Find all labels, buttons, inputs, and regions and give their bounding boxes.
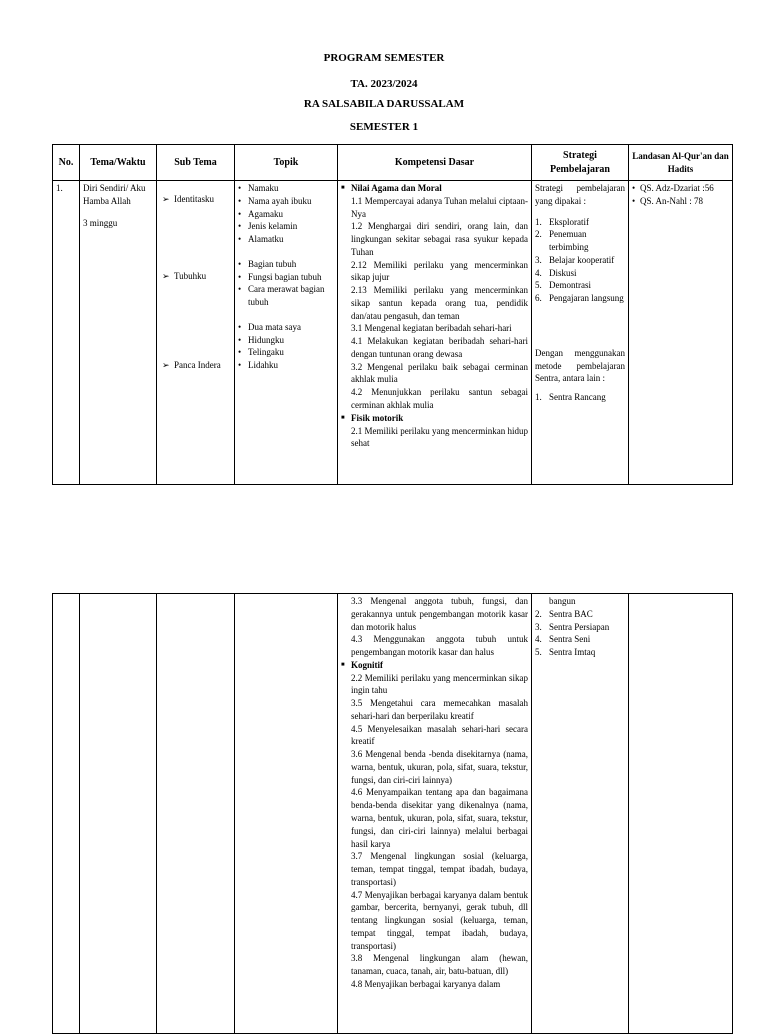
topik-empty — [235, 594, 338, 1034]
kd-item: 2.1 Memiliki perilaku yang mencerminkan hidup sehat — [351, 425, 528, 449]
kd-item: 3.7 Mengenal lingkungan sosial (keluarga, teman, tempat tinggal, tempat ibadah, budaya, transportasi) — [351, 851, 528, 887]
strategi-cell — [532, 181, 629, 485]
landasan-item: • QS. An-Nahl : 78 — [632, 195, 729, 208]
table-row — [53, 594, 733, 1034]
subtema-item: ➢ Tubuhku — [160, 270, 231, 283]
topik-item: • Jenis kelamin — [238, 220, 334, 233]
sentra-item: 2. Sentra BAC — [535, 608, 593, 619]
kd-item: 2.12 Memiliki perilaku yang mencerminkan sikap jujur — [351, 259, 528, 283]
strategi-item: 3. Belajar kooperatif — [535, 254, 615, 265]
sentra-item: 4. Sentra Seni — [535, 634, 591, 645]
kd-item: 4.5 Menyelesaikan masalah sehari-hari secara kreatif — [351, 723, 528, 747]
landasan-empty — [629, 594, 733, 1034]
waktu-text: 3 minggu — [83, 217, 118, 228]
program-table-page-2 — [52, 593, 733, 1034]
kd-item: 1.2 Menghargai diri sendiri, orang lain, dan lingkungan sekitar sebagai rasa syukur kepada Tuhan — [351, 221, 528, 257]
kd-heading: ■ Nilai Agama dan Moral — [341, 182, 528, 195]
kd-heading: ■ Fisik motorik — [341, 412, 528, 425]
doc-title: PROGRAM SEMESTER — [323, 52, 445, 64]
col-tema: Tema/Waktu — [80, 145, 157, 181]
subtema-cell — [157, 181, 235, 485]
strategi-intro: Strategi pembelajaran yang dipakai : — [535, 183, 625, 206]
landasan-item: • QS. Adz-Dzariat :56 — [632, 182, 729, 195]
kd-item: 3.5 Mengetahui cara memecahkan masalah sehari-hari dan berperilaku kreatif — [351, 698, 528, 721]
col-no: No. — [53, 145, 80, 181]
topik-item: • Alamatku — [238, 233, 334, 246]
kd-item: 2.13 Memiliki perilaku yang mencerminkan sikap santun kepada orang tua, pendidik dan/atau pengasuh, dan teman — [351, 285, 528, 321]
row-number: 1. — [53, 181, 80, 485]
strategi-item: 6. Pengajaran langsung — [535, 293, 624, 304]
topik-item: • Nama ayah ibuku — [238, 195, 334, 208]
topik-item: • Cara merawat bagian tubuh — [238, 283, 334, 309]
topik-item: • Agamaku — [238, 208, 334, 221]
col-subtema: Sub Tema — [157, 145, 235, 181]
col-kompetensi: Kompetensi Dasar — [338, 145, 532, 181]
kd-heading: ■ Kognitif — [341, 659, 528, 672]
kd-item: 3.2 Mengenal perilaku baik sebagai cerminan akhlak mulia — [351, 361, 528, 385]
school-name: RA SALSABILA DARUSSALAM — [303, 98, 465, 110]
strategi-item: 2. Penemuan terbimbing — [535, 229, 589, 253]
strategi-item: 5. Demontrasi — [535, 280, 591, 291]
kd-item: 4.6 Menyampaikan tentang apa dan bagaimana benda-benda disekitar yang dikenalnya (nama, warna, bentuk, ukuran, pola, sifat, suara, tekstur, fungsi, dan ciri-ciri lainnya) melalui berbagai hasil karya — [351, 787, 528, 849]
kd-item: 4.3 Menggunakan anggota tubuh untuk pengembangan motorik kasar dan halus — [351, 634, 528, 658]
table-row — [53, 181, 733, 485]
program-table-page-1 — [52, 144, 733, 485]
topik-item: • Dua mata saya — [238, 321, 334, 334]
topik-item: • Telingaku — [238, 346, 334, 359]
sentra-item: 3. Sentra Persiapan — [535, 621, 610, 632]
sentra-cont: bangun — [549, 596, 576, 606]
kd-item: 4.2 Menunjukkan perilaku santun sebagai cerminan akhlak mulia — [351, 387, 528, 411]
kd-item: 4.1 Melakukan kegiatan beribadah sehari-hari dengan tuntunan orang dewasa — [351, 336, 528, 359]
kd-item: 1.1 Mempercayai adanya Tuhan melalui ciptaan-Nya — [351, 195, 528, 219]
strategi-item: 1. Eksploratif — [535, 216, 589, 227]
kd-item: 3.6 Mengenal benda -benda disekitarnya (nama, warna, bentuk, ukuran, pola, sifat, suara, tekstur, fungsi, dan ciri-ciri lainnya) — [351, 749, 528, 785]
topik-cell — [235, 181, 338, 485]
topik-item: • Hidungku — [238, 334, 334, 347]
kd-item: 4.8 Menyajikan berbagai karyanya dalam — [351, 978, 501, 989]
tema-text: Diri Sendiri/ Aku Hamba Allah — [83, 183, 146, 206]
subtema-empty — [157, 594, 235, 1034]
kompetensi-cell — [338, 594, 532, 1034]
kd-item: 4.7 Menyajikan berbagai karyanya dalam bentuk gambar, bercerita, bernyanyi, gerak tubuh, dll tentang lingkungan sosial (keluarga, teman, tempat tinggal, tempat ibadah, budaya, transportasi) — [351, 889, 528, 951]
subtema-item: ➢ Panca Indera — [160, 359, 231, 372]
kompetensi-cell — [338, 181, 532, 485]
strategi-cell — [532, 594, 629, 1034]
table-header-row — [53, 145, 733, 181]
kd-item: 3.1 Mengenal kegiatan beribadah sehari-hari — [351, 323, 512, 334]
row-number-empty — [53, 594, 80, 1034]
col-landasan: Landasan Al-Qur'an dan Hadits — [629, 145, 733, 181]
kd-item: 3.3 Mengenal anggota tubuh, fungsi, dan gerakannya untuk pengembangan motorik kasar dan motorik halus — [351, 596, 528, 632]
topik-item: • Bagian tubuh — [238, 258, 334, 271]
col-topik: Topik — [235, 145, 338, 181]
topik-item: • Lidahku — [238, 359, 334, 372]
strategi-item: 4. Diskusi — [535, 267, 577, 278]
tema-cell — [80, 181, 157, 485]
sentra-item: 1. Sentra Rancang — [535, 392, 606, 403]
semester-label: SEMESTER 1 — [349, 121, 419, 133]
kd-item: 3.8 Mengenal lingkungan alam (hewan, tanaman, cuaca, tanah, air, batu-batuan, dll) — [351, 953, 528, 977]
strategi-intro-2: Dengan menggunakan metode pembelajaran Sentra, antara lain : — [535, 347, 625, 384]
topik-item: • Fungsi bagian tubuh — [238, 271, 334, 284]
school-year: TA. 2023/2024 — [350, 78, 418, 90]
sentra-item: 5. Sentra Imtaq — [535, 647, 596, 658]
subtema-item: ➢ Identitasku — [160, 193, 231, 206]
topik-item: • Namaku — [238, 182, 334, 195]
col-strategi: Strategi Pembelajaran — [532, 145, 629, 181]
landasan-cell — [629, 181, 733, 485]
tema-empty — [80, 594, 157, 1034]
kd-item: 2.2 Memiliki perilaku yang mencerminkan sikap ingin tahu — [351, 672, 528, 696]
